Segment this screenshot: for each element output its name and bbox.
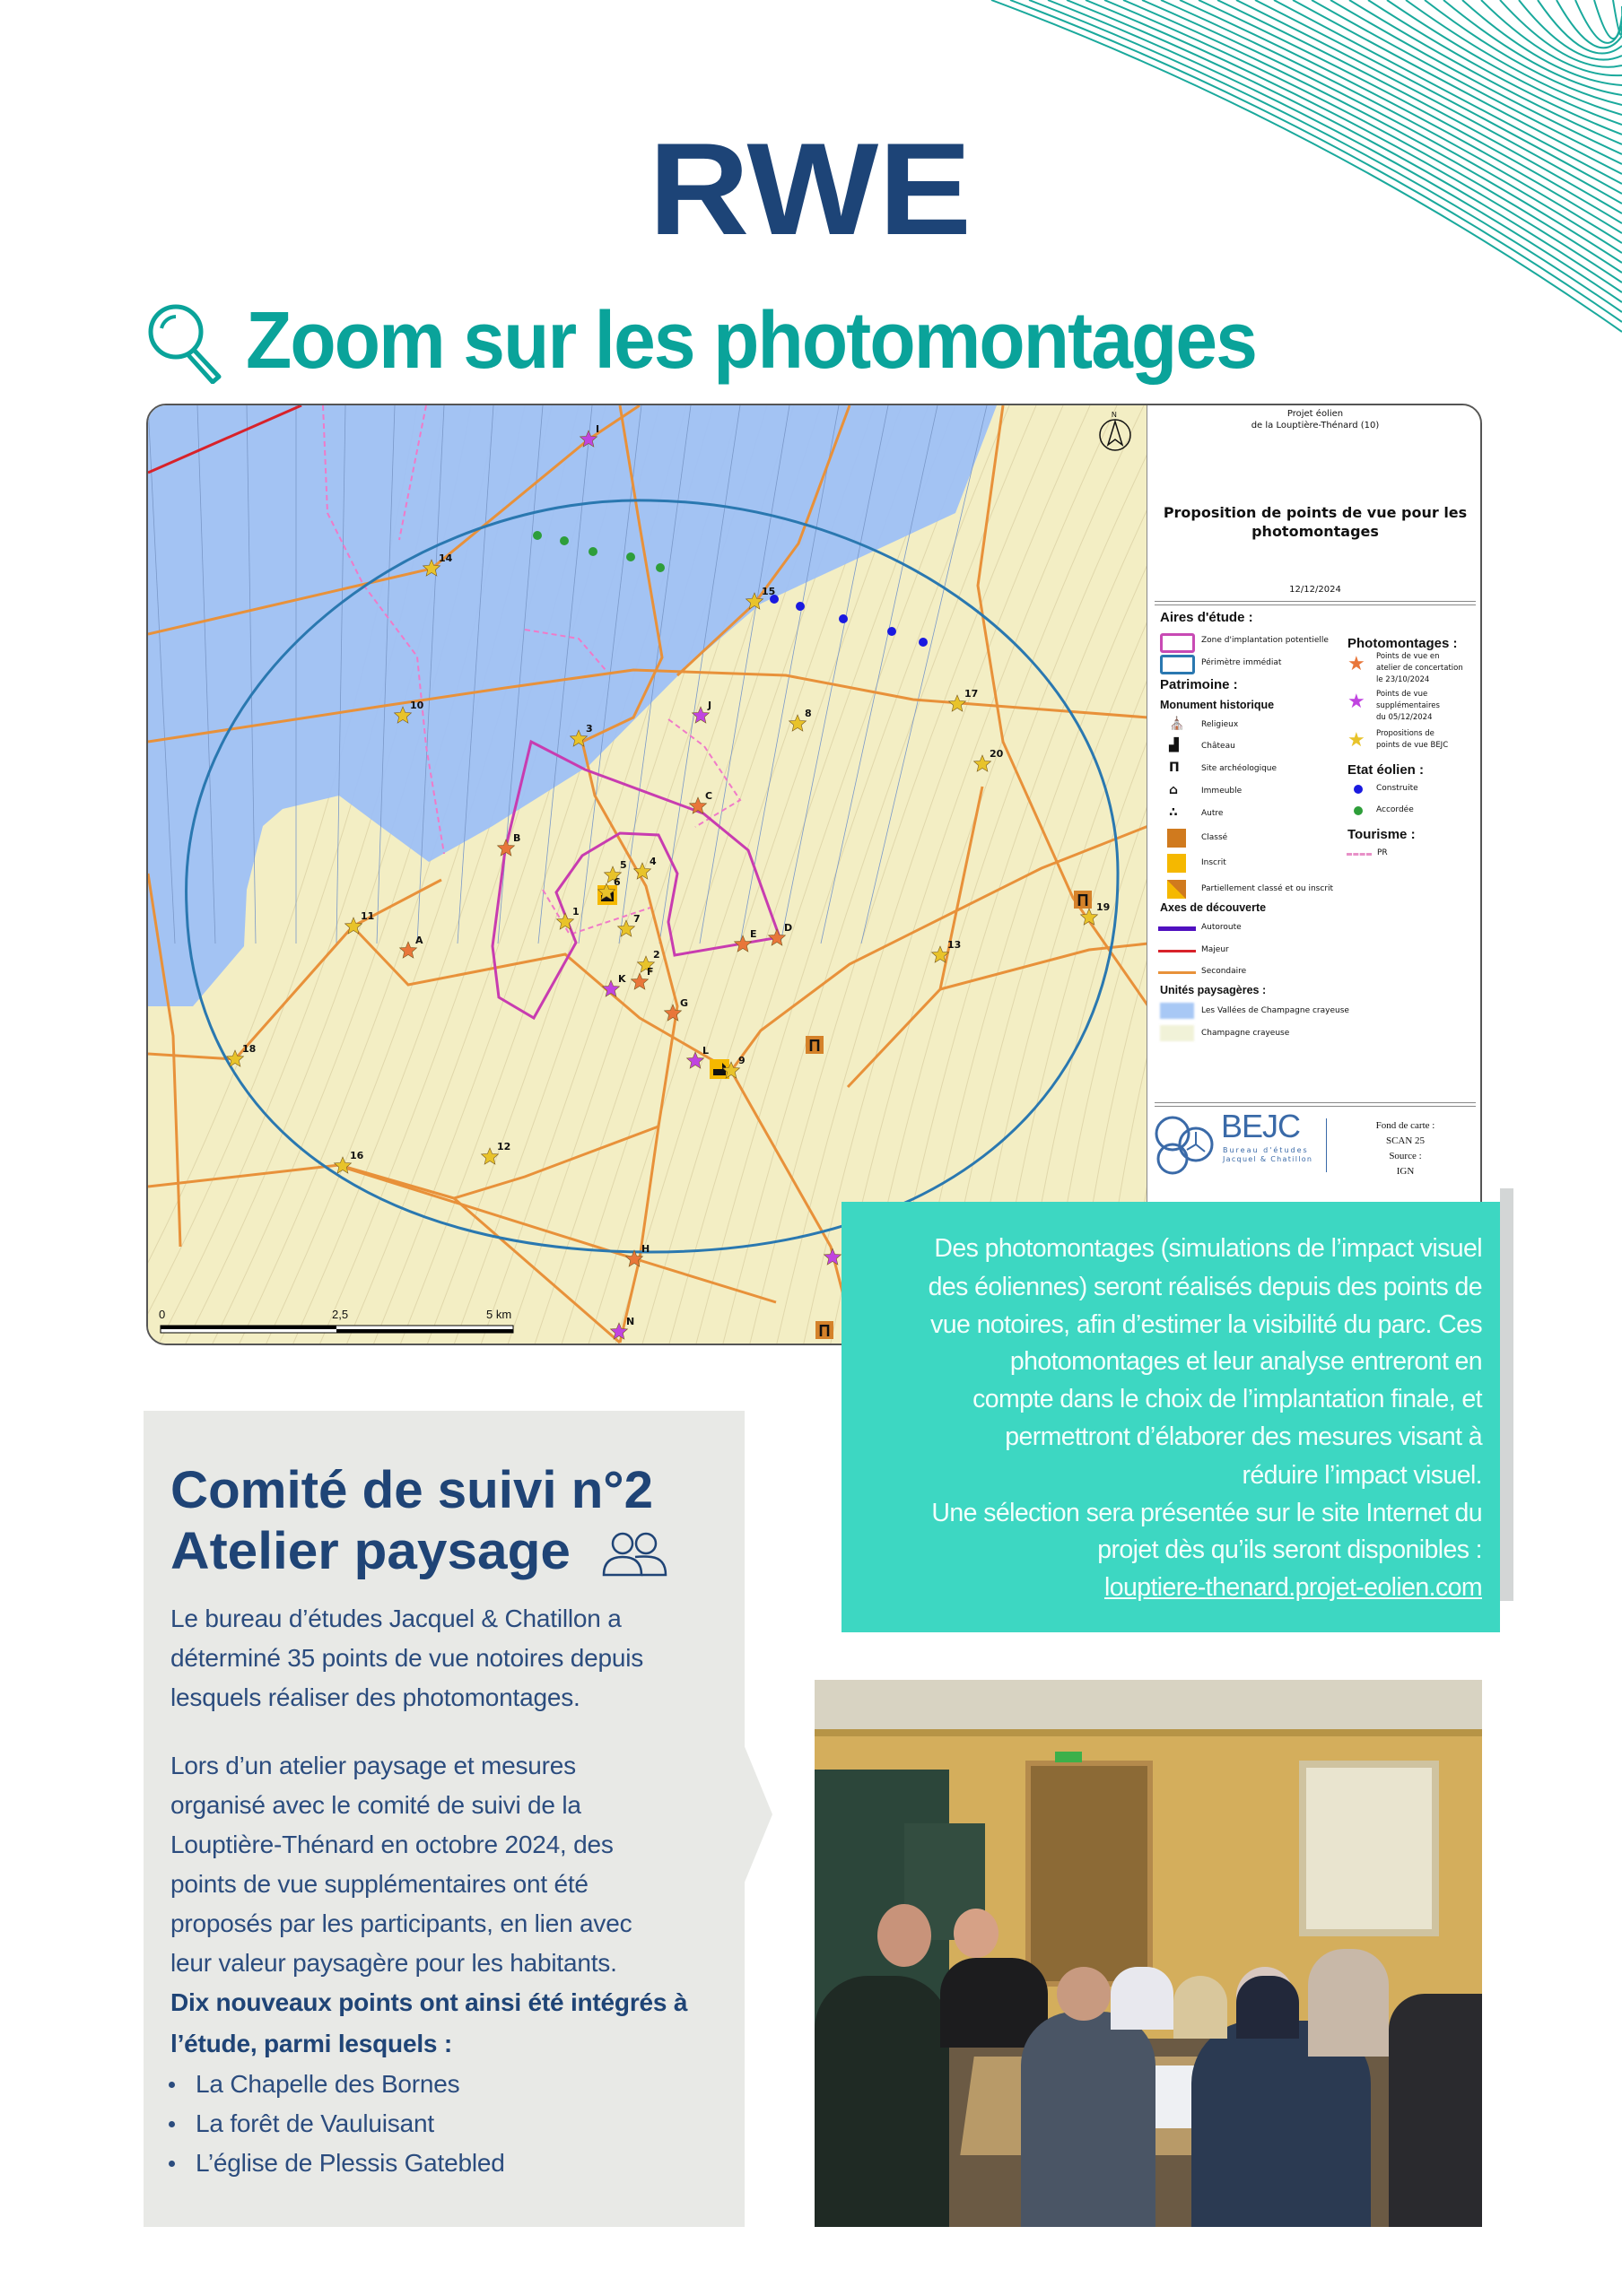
viewpoint-label: D (784, 922, 793, 934)
legend-aires-heading: Aires d'étude : (1160, 610, 1253, 625)
road-swatch (1158, 926, 1196, 931)
rwe-logo (641, 135, 982, 242)
comite-bullet: La Chapelle des Bornes (196, 2070, 460, 2098)
info-text-line: permettront d’élaborer des mesures visant à (1005, 1422, 1482, 1451)
viewpoint-label: A (415, 935, 423, 946)
legend-patrimoine-item: Religieux (1201, 720, 1239, 729)
legend-patrimoine-item: Partiellement classé et ou inscrit (1201, 884, 1334, 893)
partiel-swatch (1167, 880, 1186, 899)
legend-unites-heading: Unités paysagères : (1160, 984, 1267, 996)
info-text-line: projet dès qu’ils seront disponibles : (1097, 1535, 1482, 1564)
decorative-line (1029, 0, 1622, 312)
info-text-line: compte dans le choix de l’implantation finale, et (972, 1385, 1482, 1413)
legend-church-icon: ⛪ (1169, 717, 1185, 731)
legend-star-icon: ★ (1347, 729, 1365, 752)
viewpoint-label: 12 (497, 1141, 511, 1152)
decorative-line (1255, 0, 1622, 194)
vallees-swatch (1160, 1003, 1194, 1019)
svg-text:Atelier paysage: Atelier paysage (170, 1522, 571, 1580)
comite-text-line: points de vue supplémentaires ont été (170, 1870, 589, 1898)
legend-other-icon: ∴ (1169, 805, 1178, 820)
viewpoint-label: J (708, 700, 712, 711)
decorative-line (1349, 0, 1622, 144)
legend-patrimoine-item: Immeuble (1201, 787, 1243, 796)
legend-project-place: de la Louptière-Thénard (10) (1251, 421, 1380, 430)
legend-source: IGN (1396, 1166, 1415, 1177)
decorative-line (1123, 0, 1622, 263)
bejc-emblem-icon (1153, 1114, 1216, 1177)
legend-source: Source : (1389, 1151, 1422, 1161)
scale-bar-seg (336, 1329, 513, 1333)
viewpoint-label: 14 (439, 552, 453, 564)
legend-archaeological-site-icon: Π (1169, 761, 1180, 775)
bullet-icon (169, 2161, 175, 2167)
north-label: N (1112, 411, 1117, 419)
legend-photomontages-heading: Photomontages : (1347, 636, 1458, 651)
project-website-link[interactable]: louptiere-thenard.projet-eolien.com (1103, 1573, 1482, 1602)
legend-unites-item: Les Vallées de Champagne crayeuse (1201, 1006, 1349, 1015)
legend-photomontage-item: supplémentaires (1376, 701, 1440, 710)
legend-divider (1155, 601, 1476, 605)
turbine-accordee (589, 547, 597, 556)
decorative-line (1594, 0, 1622, 39)
legend-unites-item: Champagne crayeuse (1201, 1029, 1290, 1038)
svg-text:Comité de suivi n°2: Comité de suivi n°2 (170, 1461, 653, 1519)
legend-axes-item: Autoroute (1201, 923, 1242, 932)
viewpoint-label: 18 (242, 1043, 257, 1055)
site-glyph: Π (1077, 891, 1089, 909)
viewpoint-label: 7 (633, 913, 641, 925)
info-text-line: des éoliennes) seront réalisés depuis des points de (928, 1273, 1482, 1301)
bejc-sub1: Bureau d'études (1223, 1146, 1309, 1154)
turbine-construite (796, 602, 805, 611)
comite-text-line: Le bureau d’études Jacquel & Chatillon a (170, 1605, 622, 1632)
viewpoint-label: N (626, 1316, 635, 1327)
viewpoint-label: 13 (947, 939, 962, 951)
comite-text-line: organisé avec le comité de suivi de la (170, 1791, 581, 1819)
viewpoint-label: B (513, 832, 521, 844)
viewpoint-label: 6 (614, 876, 621, 888)
turbine-accordee (533, 531, 542, 540)
legend-title: Proposition de points de vue pour les (1163, 504, 1468, 521)
comite-title (169, 1454, 671, 1588)
legend-patrimoine-item: Inscrit (1201, 858, 1226, 867)
turbine-accordee (626, 552, 635, 561)
viewpoint-label: C (705, 790, 713, 802)
info-text-line: réduire l’impact visuel. (1242, 1461, 1482, 1490)
legend-tourisme-heading: Tourisme : (1347, 827, 1416, 842)
archaeological-site-icon (806, 1036, 824, 1055)
viewpoint-label: 4 (650, 856, 657, 867)
comite-bold-line: l’étude, parmi lesquels : (170, 2030, 452, 2057)
scale-label: 2,5 (332, 1308, 349, 1321)
legend-castle-icon: ▟ (1169, 738, 1179, 752)
viewpoint-label: K (618, 973, 626, 985)
zip-swatch (1160, 633, 1195, 653)
legend-photomontage-item: le 23/10/2024 (1376, 675, 1430, 684)
bejc-sub2: Jacquel & Chatillon (1223, 1155, 1313, 1163)
viewpoint-label: 2 (653, 949, 660, 961)
legend-photomontage-item: atelier de concertation (1376, 664, 1463, 673)
comite-text-line: déterminé 35 points de vue notoires depuis (170, 1644, 644, 1672)
comite-bullet: La forêt de Vauluisant (196, 2109, 434, 2137)
legend-star-icon: ★ (1347, 691, 1365, 713)
turbine-construite (887, 627, 896, 636)
viewpoint-label: 15 (762, 586, 776, 597)
svg-text:Zoom sur les photomontages: Zoom sur les photomontages (246, 296, 1256, 386)
info-text-line: photomontages et leur analyse entreront en (1009, 1347, 1482, 1376)
legend-patrimoine-item: Autre (1201, 809, 1224, 818)
legend-etat-item: Construite (1376, 784, 1418, 793)
comite-text-line: lesquels réaliser des photomontages. (170, 1683, 580, 1711)
viewpoint-label: 17 (964, 688, 979, 700)
legend-patrimoine-heading: Patrimoine : (1160, 677, 1238, 692)
info-box (842, 1202, 1500, 1632)
info-box-shadow (1500, 1188, 1513, 1601)
viewpoint-label: 8 (805, 708, 812, 719)
turbine-accordee (560, 536, 569, 545)
page-title (242, 296, 1265, 395)
legend-title-2: photomontages (1251, 523, 1379, 540)
viewpoint-label: H (641, 1243, 650, 1255)
turbine-construite (839, 614, 848, 623)
comite-bold-line: Dix nouveaux points ont ainsi été intégrés à (170, 1988, 688, 2016)
legend-zip: Zone d'implantation potentielle (1201, 636, 1329, 645)
road-swatch (1158, 971, 1196, 974)
classe-swatch (1167, 829, 1186, 848)
legend-etat-item: Accordée (1376, 805, 1414, 814)
info-text-line: Des photomontages (simulations de l’impact visuel (934, 1234, 1482, 1263)
comite-text-line: leur valeur paysagère pour les habitants. (170, 1949, 617, 1977)
viewpoint-label: F (647, 966, 654, 978)
road-swatch (1158, 950, 1196, 952)
decorative-line (1199, 0, 1622, 223)
legend-photomontage-item: Points de vue en (1376, 652, 1440, 661)
pr-swatch (1347, 853, 1372, 856)
scale-label: 0 (159, 1308, 166, 1321)
scale-label: 5 km (486, 1308, 512, 1321)
legend-patrimoine-item: Château (1201, 742, 1235, 751)
viewpoint-label: 19 (1096, 901, 1111, 913)
legend-star-icon: ★ (1347, 653, 1365, 675)
comite-text-line: Louptière-Thénard en octobre 2024, des (170, 1831, 614, 1858)
viewpoint-label: L (702, 1045, 710, 1057)
viewpoint-label: G (680, 997, 689, 1009)
turbine-construite (919, 638, 928, 647)
legend-date: 12/12/2024 (1289, 585, 1341, 595)
people-icon (601, 1530, 667, 1578)
viewpoint-label: 5 (620, 859, 627, 871)
legend-photomontage-item: du 05/12/2024 (1376, 713, 1433, 722)
info-link-line (1104, 1572, 1482, 1603)
svg-text:RWE: RWE (649, 135, 972, 242)
legend-divider (1155, 1102, 1476, 1107)
legend-axes-item: Majeur (1201, 945, 1229, 954)
comite-text-line: proposés par les participants, en lien avec (170, 1909, 632, 1937)
archaeological-site-icon (815, 1321, 833, 1340)
viewpoint-label: 20 (990, 748, 1004, 760)
comite-bullet: L’église de Plessis Gatebled (196, 2149, 505, 2177)
comite-panel (144, 1411, 745, 2227)
champagne-swatch (1160, 1025, 1194, 1041)
bullet-icon (169, 2082, 175, 2088)
legend-patrimoine-item: Classé (1201, 833, 1228, 842)
viewpoint-label: 16 (350, 1150, 364, 1161)
magnifier-icon (144, 301, 226, 384)
site-glyph: Π (808, 1037, 821, 1055)
legend-building-icon: ⌂ (1169, 783, 1179, 797)
decorative-line (1387, 0, 1622, 125)
viewpoint-label: 10 (410, 700, 424, 711)
scale-bar-seg (161, 1326, 336, 1329)
viewpoint-label: 3 (586, 723, 593, 735)
inscrit-swatch (1167, 854, 1186, 873)
turbine-dot-icon (1354, 806, 1363, 815)
info-text-line: vue notoires, afin d’estimer la visibilité du parc. Ces (930, 1310, 1482, 1339)
legend-photomontage-item: Propositions de (1376, 729, 1435, 738)
legend-source: SCAN 25 (1385, 1135, 1426, 1146)
legend-pr: PR (1377, 848, 1388, 857)
viewpoint-label: 1 (572, 906, 580, 918)
info-text-line: Une sélection sera présentée sur le site Internet du (931, 1499, 1482, 1527)
site-glyph: Π (818, 1322, 831, 1340)
perimetre-swatch (1160, 655, 1195, 674)
bejc-name: BEJC (1221, 1108, 1301, 1144)
workshop-photo (815, 1680, 1482, 2227)
viewpoint-label: 11 (361, 910, 375, 922)
archaeological-site-icon (1074, 891, 1092, 909)
viewpoint-label: 9 (738, 1055, 746, 1066)
turbine-accordee (656, 563, 665, 572)
panel-arrow (744, 1744, 772, 1884)
decorative-line (1519, 0, 1622, 60)
comite-text-line: Lors d’un atelier paysage et mesures (170, 1752, 576, 1779)
legend-perimetre: Périmètre immédiat (1201, 658, 1282, 667)
legend-patrimoine-item: Site archéologique (1201, 764, 1278, 773)
legend-photomontage-item: points de vue BEJC (1376, 741, 1449, 750)
legend-photomontage-item: Points de vue (1376, 690, 1428, 699)
legend-etat-heading: Etat éolien : (1347, 762, 1425, 778)
decorative-line (1142, 0, 1622, 253)
bullet-icon (169, 2121, 175, 2127)
legend-source: Fond de carte : (1375, 1120, 1435, 1131)
legend-axes-item: Secondaire (1201, 967, 1247, 976)
legend-axes-heading: Axes de découverte (1160, 901, 1267, 914)
turbine-dot-icon (1354, 785, 1363, 794)
legend-project: Projet éolien (1286, 409, 1344, 419)
decorative-line (1274, 0, 1622, 184)
viewpoint-label: I (596, 423, 600, 435)
legend-monument-heading: Monument historique (1160, 699, 1275, 711)
viewpoint-label: E (750, 928, 757, 940)
